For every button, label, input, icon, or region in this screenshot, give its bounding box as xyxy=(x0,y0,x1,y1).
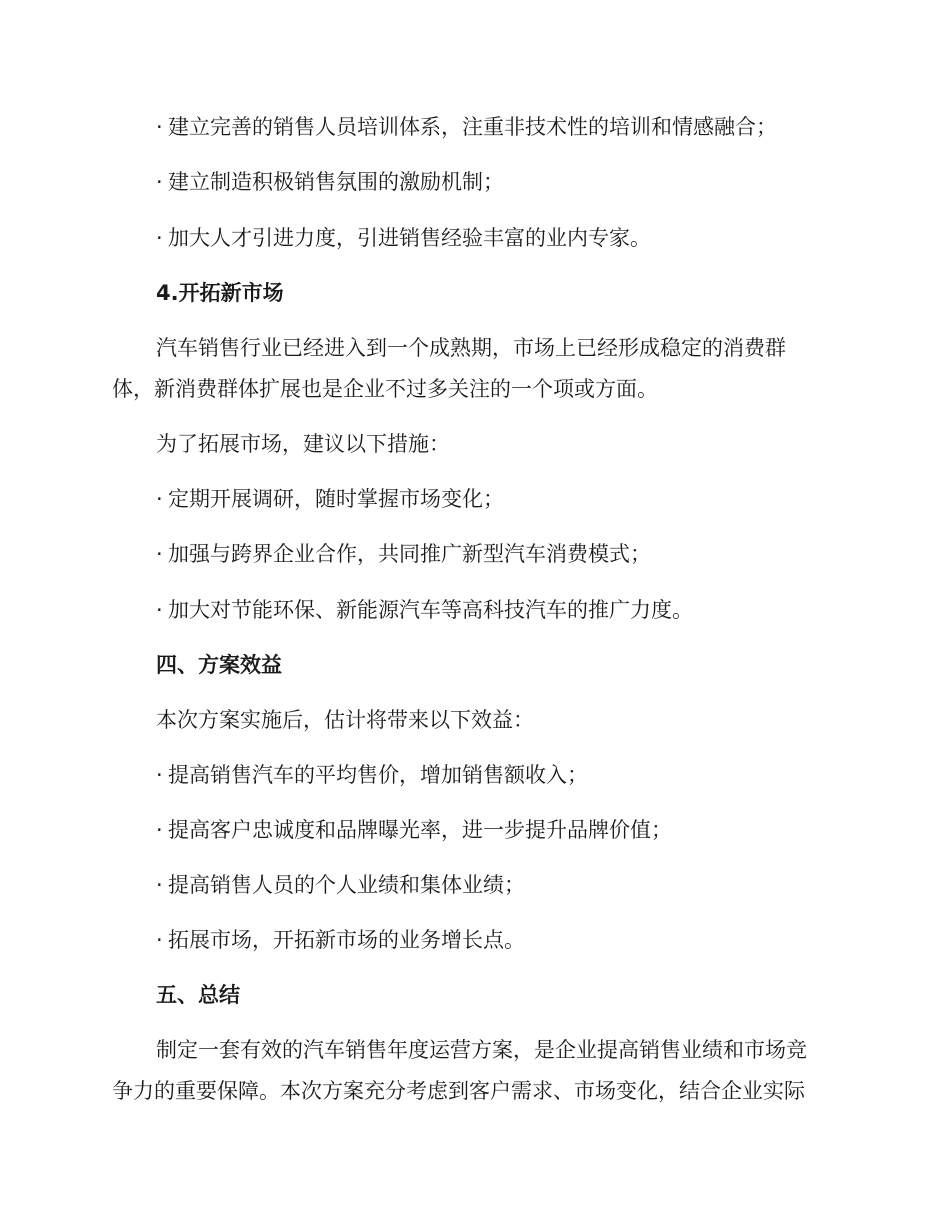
bullet-dot: · xyxy=(156,873,163,897)
paragraph-line: 争力的重要保障。本次方案充分考虑到客户需求、市场变化，结合企业实际 xyxy=(112,1079,805,1103)
bullet-item xyxy=(156,596,950,624)
bullet-item xyxy=(156,224,950,252)
bullet-text: 定期开展调研，随时掌握市场变化； xyxy=(168,487,504,511)
bullet-dot: · xyxy=(156,598,163,622)
section-heading: 四、方案效益 xyxy=(156,653,282,677)
bullet-item xyxy=(156,113,950,141)
bullet-dot: · xyxy=(156,542,163,566)
bullet-text: 加强与跨界企业合作，共同推广新型汽车消费模式； xyxy=(168,542,651,566)
bullet-dot: · xyxy=(156,928,163,952)
paragraph-line: 体，新消费群体扩展也是企业不过多关注的一个项或方面。 xyxy=(112,377,658,401)
bullet-text: 加大人才引进力度，引进销售经验丰富的业内专家。 xyxy=(168,226,651,250)
bullet-dot: · xyxy=(156,170,163,194)
bullet-item xyxy=(156,485,950,513)
bullet-item xyxy=(156,168,950,196)
section-heading: 五、总结 xyxy=(156,983,240,1007)
bullet-dot: · xyxy=(156,763,163,787)
bullet-text: 建立制造积极销售氛围的激励机制； xyxy=(168,170,504,194)
bullet-text: 加大对节能环保、新能源汽车等高科技汽车的推广力度。 xyxy=(168,598,693,622)
paragraph-line: 为了拓展市场，建议以下措施： xyxy=(156,432,450,456)
bullet-item xyxy=(156,540,950,568)
paragraph-line: 本次方案实施后，估计将带来以下效益： xyxy=(156,708,534,732)
bullet-text: 提高客户忠诚度和品牌曝光率，进一步提升品牌价值； xyxy=(168,818,672,842)
paragraph-line: 制定一套有效的汽车销售年度运营方案，是企业提高销售业绩和市场竞 xyxy=(156,1038,807,1062)
bullet-text: 提高销售汽车的平均售价，增加销售额收入； xyxy=(168,763,588,787)
bullet-item xyxy=(156,816,950,844)
bullet-text: 提高销售人员的个人业绩和集体业绩； xyxy=(168,873,525,897)
bullet-text: 拓展市场，开拓新市场的业务增长点。 xyxy=(168,928,525,952)
section-heading: 4.开拓新市场 xyxy=(156,281,284,305)
bullet-item xyxy=(156,926,950,954)
bullet-dot: · xyxy=(156,818,163,842)
bullet-dot: · xyxy=(156,487,163,511)
bullet-dot: · xyxy=(156,115,163,139)
bullet-item xyxy=(156,871,950,899)
paragraph-line: 汽车销售行业已经进入到一个成熟期，市场上已经形成稳定的消费群 xyxy=(156,336,786,360)
bullet-dot: · xyxy=(156,226,163,250)
bullet-item xyxy=(156,761,950,789)
bullet-text: 建立完善的销售人员培训体系，注重非技术性的培训和情感融合； xyxy=(168,115,777,139)
